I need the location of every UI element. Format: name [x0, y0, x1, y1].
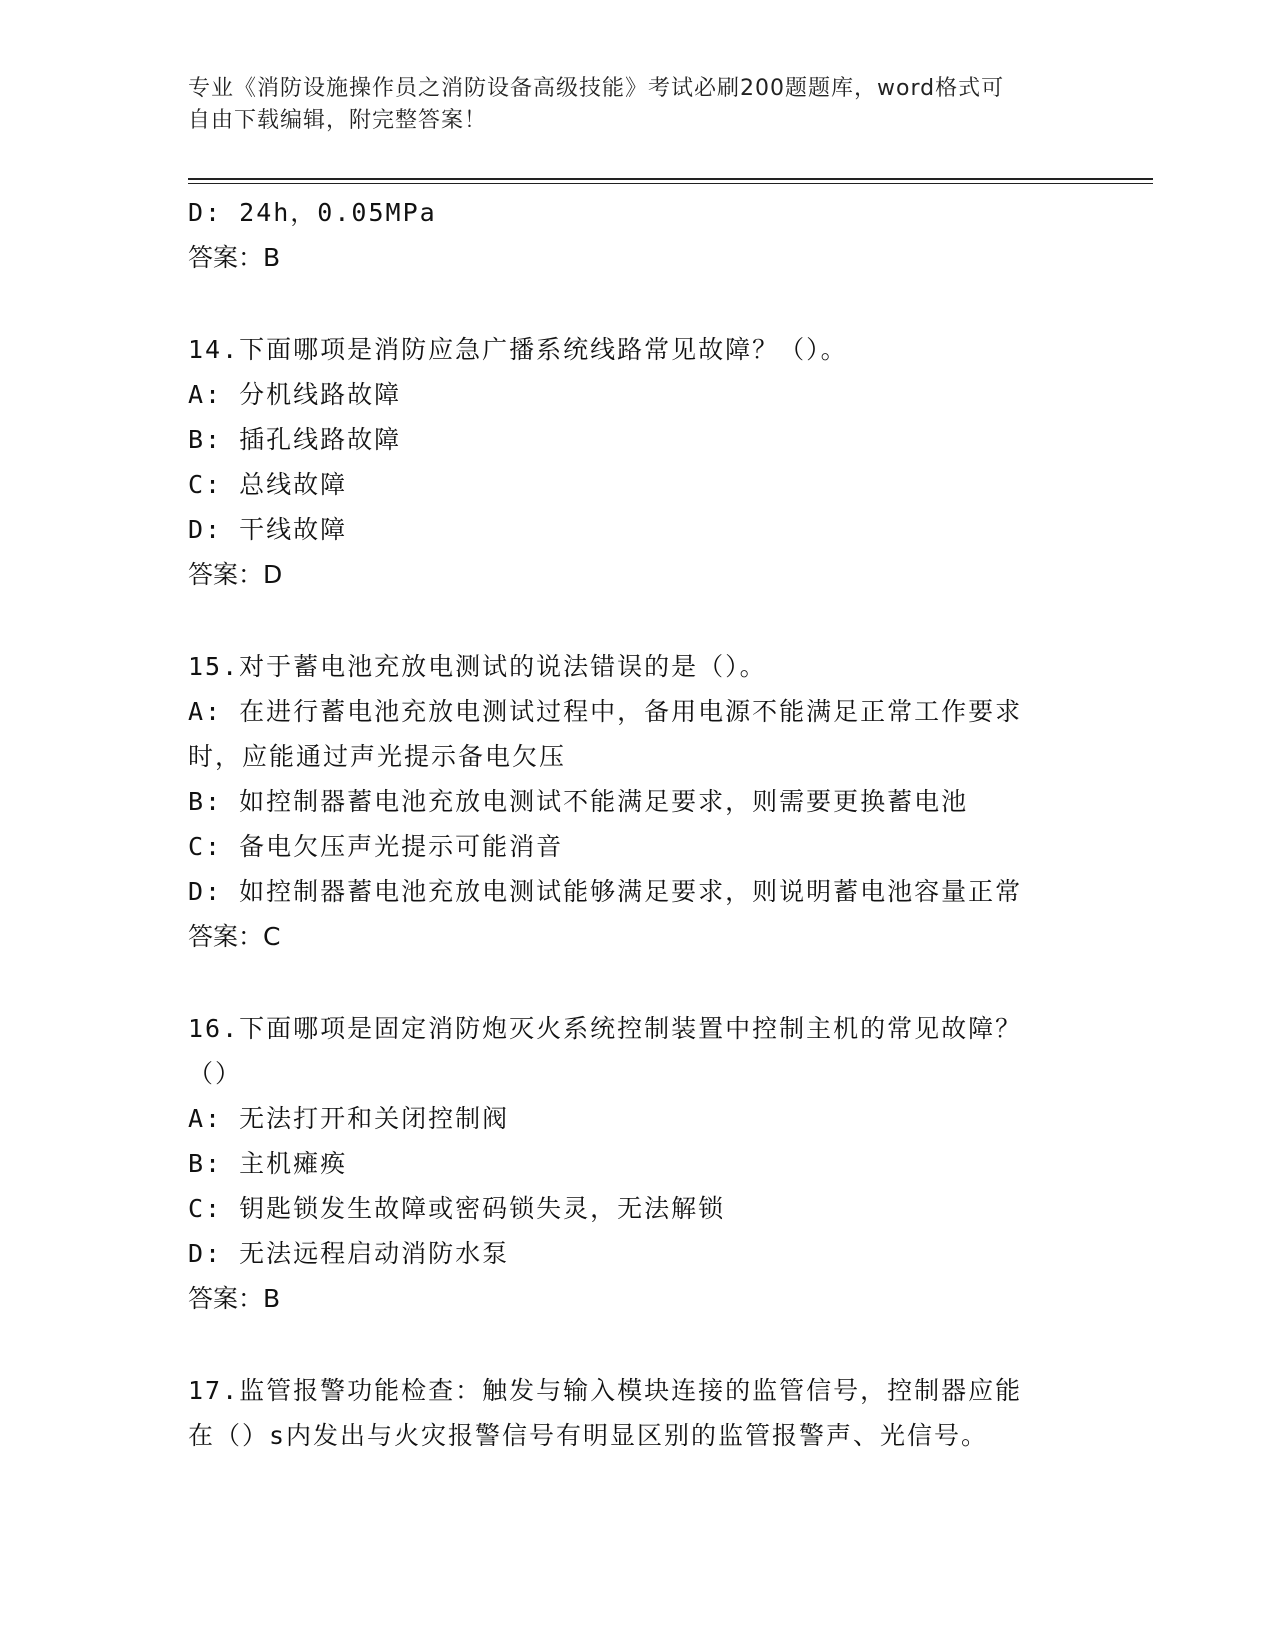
- option-c: C: 备电欠压声光提示可能消音: [188, 832, 564, 861]
- answer-line: 答案：D: [188, 560, 283, 589]
- header-line-1: 专业《消防设施操作员之消防设备高级技能》考试必刷200题题库，word格式可: [188, 76, 1005, 101]
- option-d: D: 24h，0.05MPa: [188, 198, 437, 227]
- question-stem: 15.对于蓄电池充放电测试的说法错误的是（）。: [188, 652, 767, 681]
- option-d: D: 无法远程启动消防水泵: [188, 1239, 510, 1268]
- question-stem-continued: 在（）s内发出与火灾报警信号有明显区别的监管报警声、光信号。: [188, 1421, 989, 1450]
- header-divider-thin: [188, 183, 1153, 184]
- option-b: B: 插孔线路故障: [188, 425, 402, 454]
- question-stem: 17.监管报警功能检查：触发与输入模块连接的监管信号，控制器应能: [188, 1376, 1023, 1405]
- answer-line: 答案：B: [188, 1284, 281, 1313]
- question-16: [188, 1006, 1088, 1321]
- option-a: A: 无法打开和关闭控制阀: [188, 1104, 510, 1133]
- spacer: [188, 959, 1088, 1006]
- option-a: A: 分机线路故障: [188, 380, 402, 409]
- question-stem: 16.下面哪项是固定消防炮灭火系统控制装置中控制主机的常见故障？: [188, 1014, 1023, 1043]
- header-line-2: 自由下载编辑，附完整答案！: [188, 108, 488, 133]
- option-b: B: 如控制器蓄电池充放电测试不能满足要求，则需要更换蓄电池: [188, 787, 969, 816]
- question-stem-continued: （）: [188, 1059, 243, 1088]
- option-a: A: 在进行蓄电池充放电测试过程中，备用电源不能满足正常工作要求: [188, 697, 1023, 726]
- question-14: [188, 327, 1088, 597]
- spacer: [188, 597, 1088, 644]
- question-stem: 14.下面哪项是消防应急广播系统线路常见故障？（）。: [188, 335, 848, 364]
- question-17: [188, 1368, 1088, 1458]
- question-15: [188, 644, 1088, 959]
- option-d: D: 如控制器蓄电池充放电测试能够满足要求，则说明蓄电池容量正常: [188, 877, 1023, 906]
- spacer: [188, 280, 1088, 327]
- previous-question-fragment: [188, 190, 1088, 280]
- option-d: D: 干线故障: [188, 515, 348, 544]
- option-c: C: 钥匙锁发生故障或密码锁失灵，无法解锁: [188, 1194, 726, 1223]
- option-b: B: 主机瘫痪: [188, 1149, 348, 1178]
- option-a-continued: 时，应能通过声光提示备电欠压: [188, 742, 567, 771]
- answer-line: 答案：C: [188, 922, 281, 951]
- header-divider-thick: [188, 178, 1153, 180]
- answer-line: 答案：B: [188, 243, 281, 272]
- spacer: [188, 1321, 1088, 1368]
- document-header: [188, 73, 1088, 137]
- option-c: C: 总线故障: [188, 470, 348, 499]
- question-list: [188, 190, 1088, 1458]
